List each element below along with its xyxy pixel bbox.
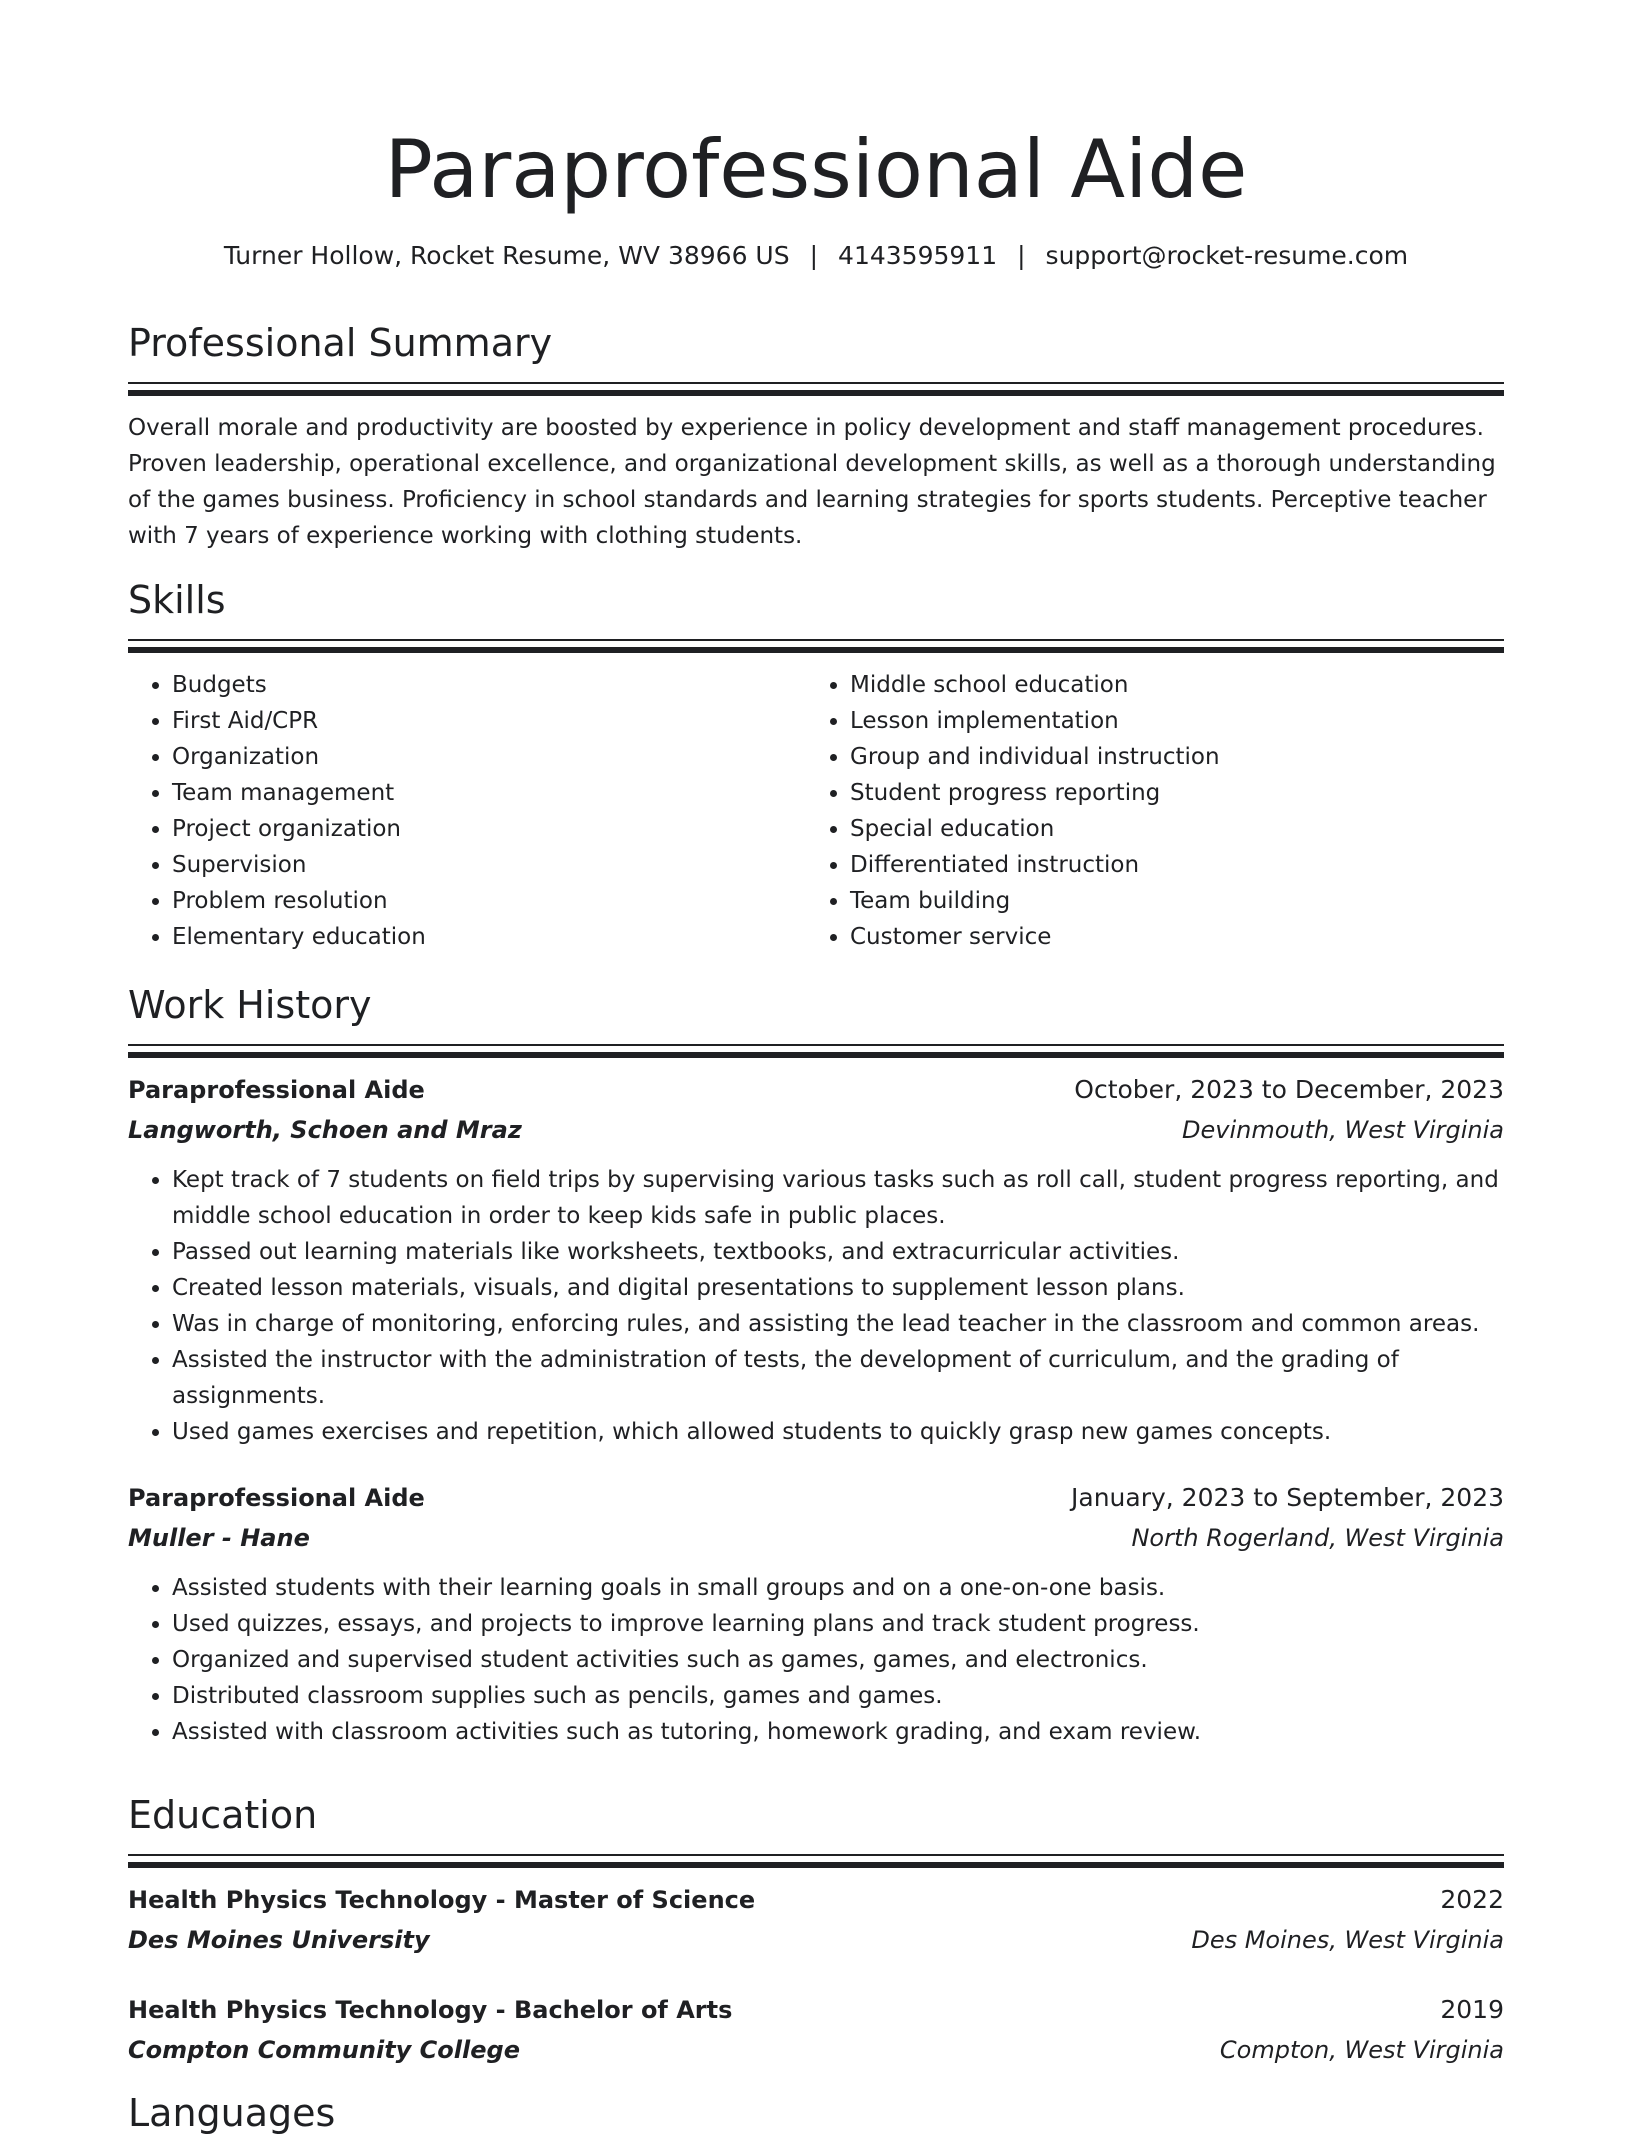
job-entry xyxy=(128,1478,1504,1750)
job-location: Devinmouth, West Virginia xyxy=(1182,1116,1504,1144)
education-degree: Health Physics Technology - Master of Science xyxy=(128,1886,756,1914)
education-header xyxy=(128,1990,1504,2030)
education-school: Compton Community College xyxy=(128,2036,520,2064)
contact-separator: | xyxy=(1017,241,1026,270)
section-rule xyxy=(128,639,1504,641)
job-bullets xyxy=(128,1570,1504,1750)
education-location: Des Moines, West Virginia xyxy=(1191,1926,1504,1954)
section-rule-thick xyxy=(128,647,1504,653)
summary-text: Overall morale and productivity are boosted by experience in policy development and staff management procedures. Proven leadership, operational excellence, and organizational development skills, as well as a thorough understanding of the games business. Proficiency in school standards and learning strategies for sports students. Perceptive teacher with 7 years of experience working with clothing students. xyxy=(128,415,1496,549)
job-bullets xyxy=(128,1162,1504,1450)
summary-section xyxy=(128,318,1504,554)
job-subheader xyxy=(128,1518,1504,1558)
job-employer: Muller - Hane xyxy=(128,1524,310,1552)
education-year: 2022 xyxy=(1440,1885,1504,1914)
job-title: Paraprofessional Aide xyxy=(128,1076,425,1104)
skill-item: • Supervision xyxy=(172,847,806,883)
section-title-skills: Skills xyxy=(128,578,226,622)
skill-item: • Team building xyxy=(850,883,1484,919)
education-entry xyxy=(128,1990,1504,2070)
education-entry xyxy=(128,1880,1504,1960)
job-bullet: • Passed out learning materials like worksheets, textbooks, and extracurricular activities. xyxy=(172,1234,1504,1270)
skill-item: • Problem resolution xyxy=(172,883,806,919)
section-rule-thick xyxy=(128,1052,1504,1058)
education-header xyxy=(128,1880,1504,1920)
job-bullet: • Used games exercises and repetition, which allowed students to quickly grasp new games concepts. xyxy=(172,1414,1504,1450)
section-title-work-history: Work History xyxy=(128,983,372,1027)
skill-item: • Project organization xyxy=(172,811,806,847)
job-bullet: • Kept track of 7 students on field trips by supervising various tasks such as roll call, student progress reporting, and middle school education in order to keep kids safe in public places. xyxy=(172,1162,1504,1234)
education-school: Des Moines University xyxy=(128,1926,430,1954)
education-subheader xyxy=(128,2030,1504,2070)
skill-item: • Organization xyxy=(172,739,806,775)
skills-column-left xyxy=(128,667,806,955)
job-bullet: • Organized and supervised student activities such as games, games, and electronics. xyxy=(172,1642,1504,1678)
job-bullet: • Created lesson materials, visuals, and digital presentations to supplement lesson plans. xyxy=(172,1270,1504,1306)
skill-item: • Budgets xyxy=(172,667,806,703)
skill-item: • Special education xyxy=(850,811,1484,847)
education-section xyxy=(128,1790,1504,2070)
job-entry xyxy=(128,1070,1504,1450)
contact-phone: 4143595911 xyxy=(838,241,998,270)
education-subheader xyxy=(128,1920,1504,1960)
job-bullet: • Distributed classroom supplies such as pencils, games and games. xyxy=(172,1678,1504,1714)
education-degree: Health Physics Technology - Bachelor of Arts xyxy=(128,1996,733,2024)
skill-item: • Group and individual instruction xyxy=(850,739,1484,775)
section-title-education: Education xyxy=(128,1793,318,1837)
section-rule xyxy=(128,382,1504,384)
skills-column-right xyxy=(806,667,1484,955)
contact-line xyxy=(128,238,1504,274)
section-title-summary: Professional Summary xyxy=(128,321,553,365)
languages-section xyxy=(128,2088,1504,2138)
section-rule xyxy=(128,1044,1504,1046)
skills-section xyxy=(128,575,1504,955)
job-header xyxy=(128,1478,1504,1518)
skills-grid xyxy=(128,667,1504,955)
section-title-languages: Languages xyxy=(128,2091,336,2135)
job-bullet: • Assisted students with their learning goals in small groups and on a one-on-one basis. xyxy=(172,1570,1504,1606)
skill-item: • Differentiated instruction xyxy=(850,847,1484,883)
contact-address: Turner Hollow, Rocket Resume, WV 38966 US xyxy=(223,241,790,270)
skill-item: • Customer service xyxy=(850,919,1484,955)
job-bullet: • Assisted the instructor with the administration of tests, the development of curriculum, and the grading of assignments. xyxy=(172,1342,1504,1414)
section-rule-thick xyxy=(128,390,1504,396)
job-dates: January, 2023 to September, 2023 xyxy=(1071,1483,1504,1512)
section-rule xyxy=(128,1854,1504,1856)
job-dates: October, 2023 to December, 2023 xyxy=(1074,1075,1504,1104)
skill-item: • Middle school education xyxy=(850,667,1484,703)
skill-item: • Student progress reporting xyxy=(850,775,1484,811)
resume-name: Paraprofessional Aide xyxy=(384,123,1248,216)
work-history-section xyxy=(128,980,1504,1750)
job-header xyxy=(128,1070,1504,1110)
job-bullet: • Assisted with classroom activities such as tutoring, homework grading, and exam review. xyxy=(172,1714,1504,1750)
job-location: North Rogerland, West Virginia xyxy=(1131,1524,1504,1552)
skill-item: • Elementary education xyxy=(172,919,806,955)
job-bullet: • Used quizzes, essays, and projects to improve learning plans and track student progress. xyxy=(172,1606,1504,1642)
skill-item: • First Aid/CPR xyxy=(172,703,806,739)
job-subheader xyxy=(128,1110,1504,1150)
contact-email: support@rocket-resume.com xyxy=(1045,241,1409,270)
skill-item: • Team management xyxy=(172,775,806,811)
contact-separator: | xyxy=(809,241,819,270)
skill-item: • Lesson implementation xyxy=(850,703,1484,739)
job-bullet: • Was in charge of monitoring, enforcing rules, and assisting the lead teacher in the classroom and common areas. xyxy=(172,1306,1504,1342)
education-location: Compton, West Virginia xyxy=(1219,2036,1504,2064)
education-year: 2019 xyxy=(1440,1995,1504,2024)
job-employer: Langworth, Schoen and Mraz xyxy=(128,1116,522,1144)
section-rule-thick xyxy=(128,1862,1504,1868)
job-title: Paraprofessional Aide xyxy=(128,1484,425,1512)
